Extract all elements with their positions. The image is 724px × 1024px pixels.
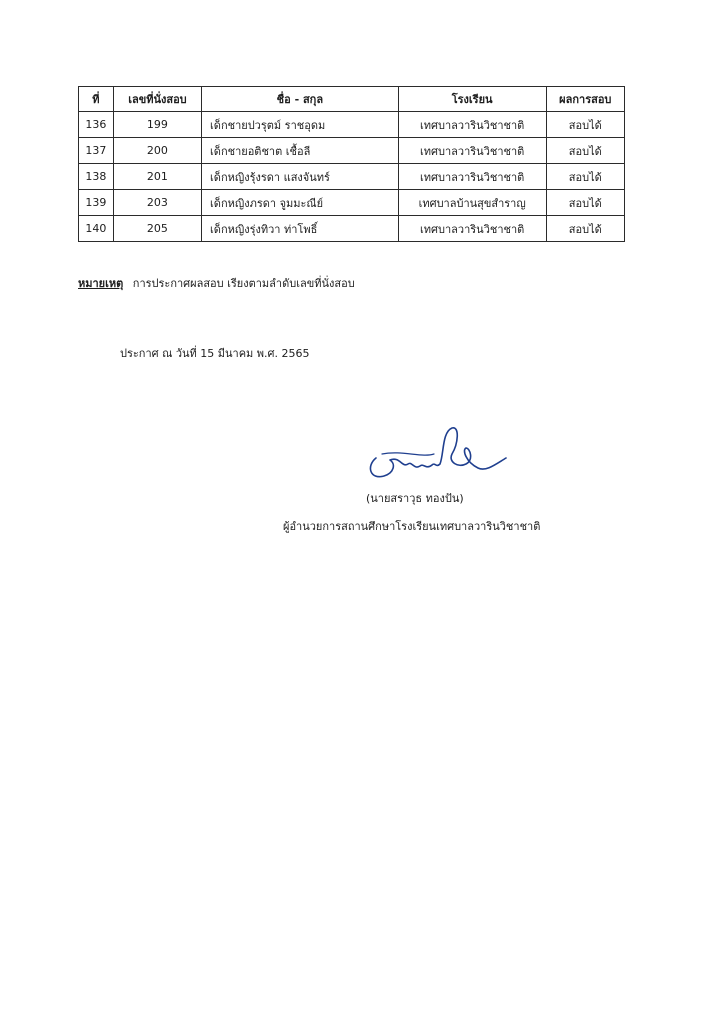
cell-seat: 200 xyxy=(113,138,201,164)
cell-name: เด็กหญิงรุ้งรดา แสงจันทร์ xyxy=(202,164,399,190)
cell-result: สอบได้ xyxy=(546,112,624,138)
signer-name: (นายสราวุธ ทองปัน) xyxy=(366,492,464,505)
signature-image xyxy=(362,424,512,488)
header-result: ผลการสอบ xyxy=(546,87,624,112)
cell-school: เทศบาลวารินวิชาชาติ xyxy=(398,138,546,164)
cell-seat: 199 xyxy=(113,112,201,138)
exam-results-table xyxy=(78,86,625,242)
cell-school: เทศบาลวารินวิชาชาติ xyxy=(398,112,546,138)
cell-name: เด็กชายอติชาต เชื้อลี xyxy=(202,138,399,164)
cell-no: 136 xyxy=(79,112,114,138)
table-header-row xyxy=(79,87,625,112)
header-no: ที่ xyxy=(79,87,114,112)
table-row xyxy=(79,164,625,190)
remark-text: การประกาศผลสอบ เรียงตามลำดับเลขที่นั่งสอบ xyxy=(132,277,355,290)
cell-name: เด็กหญิงภรดา จูมมะณีย์ xyxy=(202,190,399,216)
header-seat-number: เลขที่นั่งสอบ xyxy=(113,87,201,112)
cell-result: สอบได้ xyxy=(546,138,624,164)
table-row xyxy=(79,190,625,216)
header-school: โรงเรียน xyxy=(398,87,546,112)
cell-result: สอบได้ xyxy=(546,164,624,190)
table-row xyxy=(79,216,625,242)
remark-label: หมายเหตุ xyxy=(78,277,124,290)
announcement-date: ประกาศ ณ วันที่ 15 มีนาคม พ.ศ. 2565 xyxy=(120,347,310,360)
cell-name: เด็กชายปวรุตม์ ราชอุดม xyxy=(202,112,399,138)
signature-flourish xyxy=(382,453,434,455)
header-full-name: ชื่อ - สกุล xyxy=(202,87,399,112)
signer-title: ผู้อำนวยการสถานศึกษาโรงเรียนเทศบาลวารินวิชาชาติ xyxy=(283,520,541,533)
table-row xyxy=(79,112,625,138)
cell-school: เทศบาลวารินวิชาชาติ xyxy=(398,216,546,242)
cell-school: เทศบาลวารินวิชาชาติ xyxy=(398,164,546,190)
cell-name: เด็กหญิงรุ่งทิวา ท่าโพธิ์ xyxy=(202,216,399,242)
cell-school: เทศบาลบ้านสุขสำราญ xyxy=(398,190,546,216)
cell-seat: 205 xyxy=(113,216,201,242)
cell-result: สอบได้ xyxy=(546,216,624,242)
cell-result: สอบได้ xyxy=(546,190,624,216)
cell-no: 139 xyxy=(79,190,114,216)
cell-no: 137 xyxy=(79,138,114,164)
cell-seat: 201 xyxy=(113,164,201,190)
table-row xyxy=(79,138,625,164)
remark xyxy=(78,274,355,292)
cell-no: 138 xyxy=(79,164,114,190)
cell-no: 140 xyxy=(79,216,114,242)
cell-seat: 203 xyxy=(113,190,201,216)
signature-stroke xyxy=(370,428,506,477)
